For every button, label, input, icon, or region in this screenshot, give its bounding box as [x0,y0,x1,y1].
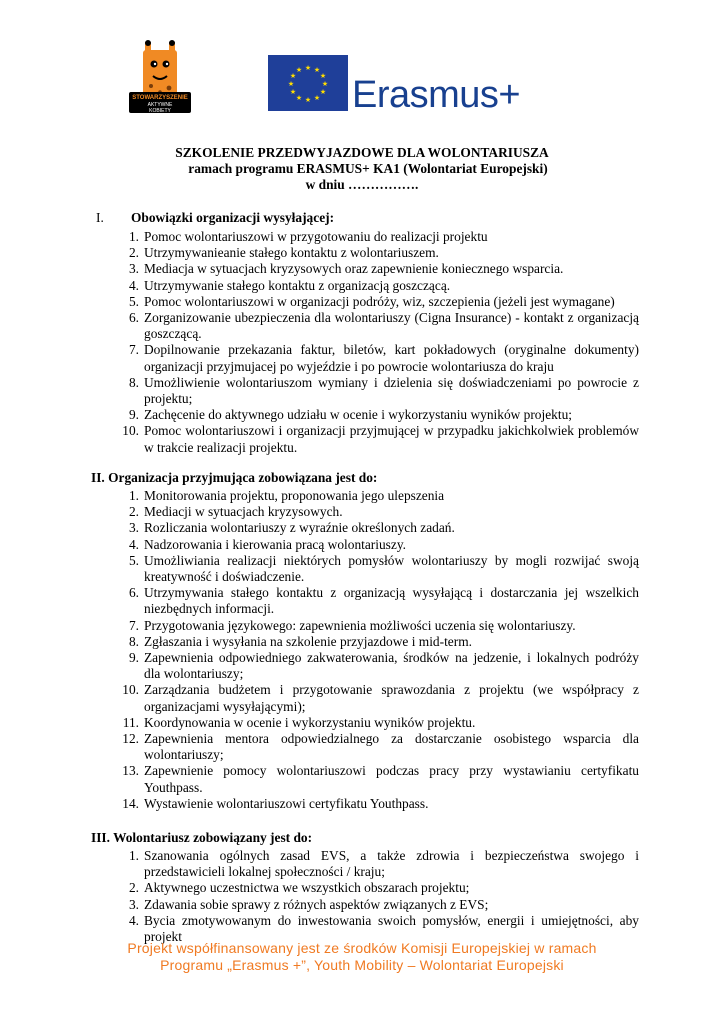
list-item-number: 10. [122,423,139,439]
section3-list [121,848,639,945]
list-item-number: 8. [128,374,139,390]
list-item-text: Pomoc wolontariuszowi w przygotowaniu do realizacji projektu [144,229,488,244]
section1-heading: Obowiązki organizacji wysyłającej: [131,210,335,225]
list-item-number: 7. [128,342,139,358]
svg-text:★: ★ [289,88,297,96]
list-item-number: 10. [122,682,139,698]
list-item-number: 8. [128,633,139,649]
list-item-number: 1. [128,488,139,503]
list-item [121,520,639,536]
list-item-number: 13. [122,763,139,779]
list-item-number: 12. [122,731,139,747]
list-item-text: Aktywnego uczestnictwa we wszystkich obszarach projektu; [144,880,470,896]
list-item [121,848,639,880]
list-item-text: Utrzymywanieanie stałego kontaktu z wolontariuszem. [144,245,439,261]
svg-text:★: ★ [319,88,327,96]
list-item-number: 3. [128,520,139,536]
list-item [121,278,639,294]
section3-heading: III. Wolontariusz zobowiązany jest do: [91,830,313,845]
list-item [121,880,639,896]
list-item [121,537,639,553]
list-item-text: Zapewnienie pomocy wolontariuszowi podczas pracy przy wystawianiu certyfikatu Youthpass. [144,763,639,795]
list-item-text: Zarządzania budżetem i przygotowanie sprawozdania z projektu (we współpracy z organizacjami wysyłającymi); [144,682,639,714]
list-item-text: Utrzymywania stałego kontaktu z organizacją wysyłającą i dostarczania jej wszelkich niezbędnych informacji. [144,585,639,617]
list-item-number: 2. [128,245,139,261]
svg-text:★: ★ [304,64,312,72]
list-item-number: 5. [128,293,139,309]
list-item-text: Zapewnienia mentora odpowiedzialnego za dostarczanie osobistego wsparcia dla wolontariuszy; [144,731,639,763]
list-item [121,682,639,714]
list-item [121,423,639,455]
document-title: SZKOLENIE PRZEDWYJAZDOWE DLA WOLONTARIUSZA [175,145,549,160]
svg-text:★: ★ [313,66,321,74]
list-item [121,715,639,731]
footer-funding-line1: Projekt współfinansowany jest ze środków Komisji Europejskiej w ramach [127,940,597,956]
list-item-text: Monitorowania projektu, proponowania jego ulepszenia [144,488,445,503]
list-item [121,553,639,585]
list-item-number: 9. [128,650,139,666]
list-item [121,488,639,504]
list-item [121,897,639,913]
eu-flag-icon [268,55,348,111]
list-item-text: Bycia zmotywowanym do inwestowania swoich pomysłów, energii i umiejętności, aby projekt [144,912,639,945]
list-item [121,245,639,261]
document-subtitle: ramach programu ERASMUS+ KA1 (Wolontariat Europejski) [188,161,548,176]
list-item-number: 7. [128,617,139,633]
list-item-text: Utrzymywanie stałego kontaktu z organizacją goszczącą. [144,277,451,293]
footer-funding-line2: Programu „Erasmus +”, Youth Mobility – Wolontariat Europejski [160,957,564,973]
list-item [121,407,639,423]
svg-text:★: ★ [287,80,295,88]
list-item-number: 3. [128,896,139,912]
list-item-number: 14. [122,795,139,811]
list-item [121,261,639,277]
organization-logo [127,40,193,114]
list-item-text: Rozliczania wolontariuszy z wyraźnie określonych zadań. [144,520,455,536]
list-item [121,294,639,310]
list-item [121,796,639,812]
document-date-line: w dniu ……………. [305,177,419,192]
list-item-text: Zgłaszania i wysyłania na szkolenie przyjazdowe i mid-term. [144,633,472,649]
list-item-text: Umożliwiania realizacji niektórych pomysłów wolontariuszy by mogli rozwijać swoją kreatywność i doświadczenie. [144,552,639,585]
list-item-text: Koordynowania w ocenie i wykorzystaniu wyników projektu. [144,714,476,730]
list-item [121,229,639,245]
org-logo-line3: KOBIETY [149,108,171,114]
list-item-number: 9. [128,407,139,423]
list-item [121,731,639,763]
list-item [121,763,639,795]
list-item-number: 4. [128,536,139,552]
list-item [121,342,639,374]
list-item-number: 2. [128,880,139,896]
list-item-number: 6. [128,310,139,326]
list-item [121,375,639,407]
svg-text:★: ★ [304,96,312,104]
list-item-text: Pomoc wolontariuszowi i organizacji przyjmującej w przypadku jakichkolwiek problemów w trakcie realizacji projektu. [144,423,639,455]
list-item-number: 2. [128,504,139,520]
list-item-number: 11. [122,714,139,730]
list-item-text: Zachęcenie do aktywnego udziału w ocenie i wykorzystaniu wyników projektu; [144,407,572,423]
svg-text:★: ★ [295,94,303,102]
list-item-number: 4. [128,912,139,928]
svg-text:★: ★ [289,72,297,80]
list-item-text: Mediacja w sytuacjach kryzysowych oraz zapewnienie koniecznego wsparcia. [144,261,564,277]
svg-text:★: ★ [319,72,327,80]
list-item-text: Mediacji w sytuacjach kryzysowych. [144,504,343,520]
svg-text:★: ★ [295,66,303,74]
list-item-number: 1. [128,848,139,863]
list-item-text: Zapewnienia odpowiedniego zakwaterowania, środków na jedzenie, i lokalnych podróży dla wolontariuszy; [144,650,639,682]
list-item-number: 6. [128,585,139,601]
list-item [121,618,639,634]
svg-text:★: ★ [313,94,321,102]
list-item-number: 1. [128,229,139,244]
list-item [121,504,639,520]
section1-roman: I. [96,210,104,225]
list-item-number: 3. [128,261,139,277]
list-item-text: Wystawienie wolontariuszowi certyfikatu Youthpass. [144,795,429,811]
list-item [121,585,639,617]
section2-heading: II. Organizacja przyjmująca zobowiązana jest do: [91,470,378,485]
list-item-text: Zdawania sobie sprawy z różnych aspektów związanych z EVS; [144,896,489,912]
list-item-number: 5. [128,552,139,568]
list-item [121,310,639,342]
list-item-text: Przygotowania językowego: zapewnienia możliwości uczenia się wolontariuszy. [144,617,576,633]
list-item-text: Szanowania ogólnych zasad EVS, a także zdrowia i bezpieczeństwa swojego i przedstawicieli lokalnej społeczności / kraju; [144,848,639,880]
list-item-text: Umożliwienie wolontariuszom wymiany i dzielenia się doświadczeniami po powrocie z projektu; [144,374,639,407]
list-item-text: Nadzorowania i kierowania pracą wolontariuszy. [144,536,406,552]
list-item-text: Zorganizowanie ubezpieczenia dla wolontariuszy (Cigna Insurance) - kontakt z organizacją goszczącą. [144,310,639,342]
list-item-text: Pomoc wolontariuszowi w organizacji podróży, wiz, szczepienia (jeżeli jest wymagane) [144,293,615,309]
list-item [121,650,639,682]
list-item-text: Dopilnowanie przekazania faktur, biletów, kart pokładowych (oryginalne dokumenty) organizacji przyjmujacej po wyjeździe i po powrocie wolontariusza do kraju [144,342,639,374]
section1-list [121,229,639,456]
org-logo-line1: STOWARZYSZENIE [132,95,188,101]
svg-text:★: ★ [321,80,329,88]
section2-list [121,488,639,812]
list-item [121,634,639,650]
erasmus-logo-text: Erasmus+ [352,74,521,116]
list-item-number: 4. [128,277,139,293]
org-logo-line2: AKTYWNE [147,102,173,108]
